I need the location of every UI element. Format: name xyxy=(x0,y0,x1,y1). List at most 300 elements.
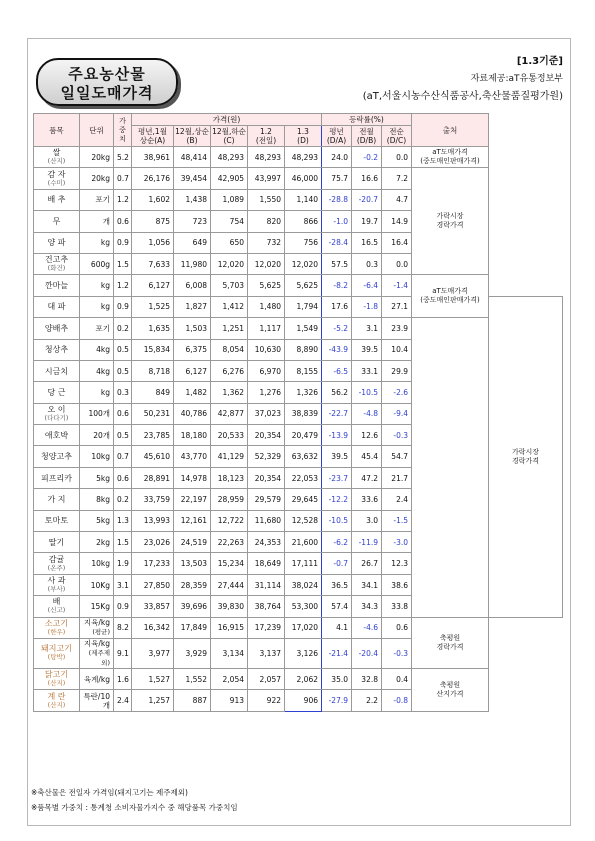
rate-dc: -0.8 xyxy=(382,690,412,711)
item-unit xyxy=(80,275,114,296)
col-sub-header-l2: (D/C) xyxy=(386,136,407,145)
rate-dc: -0.3 xyxy=(382,425,412,446)
price-prev: 820 xyxy=(248,211,285,232)
rate-da: -0.7 xyxy=(322,553,352,574)
item-weight: 0.7 xyxy=(114,446,132,467)
item-unit xyxy=(80,382,114,403)
price-b: 1,438 xyxy=(174,189,211,210)
col-sub-header-l1: 전월 xyxy=(359,127,374,136)
price-source-line: 축평원 xyxy=(439,680,461,689)
price-b: 1,503 xyxy=(174,318,211,339)
item-name-text: 시금치 xyxy=(44,366,69,376)
price-prev: 732 xyxy=(248,232,285,253)
item-weight: 0.6 xyxy=(114,467,132,488)
price-b: 14,978 xyxy=(174,467,211,488)
item-name xyxy=(34,617,80,638)
item-unit-text: 10Kg xyxy=(90,580,110,590)
price-c: 42,877 xyxy=(211,403,248,424)
price-c: 12,020 xyxy=(211,253,248,274)
price-prev: 11,680 xyxy=(248,510,285,531)
rate-db: -0.2 xyxy=(352,147,382,168)
table-row xyxy=(34,596,563,617)
item-name-text: 돼지고기 xyxy=(41,644,72,654)
price-b: 6,375 xyxy=(174,339,211,360)
item-unit-text: 특란/10개 xyxy=(83,691,110,710)
price-c: 41,129 xyxy=(211,446,248,467)
item-weight: 1.5 xyxy=(114,532,132,553)
item-unit xyxy=(80,232,114,253)
price-a: 33,857 xyxy=(132,596,174,617)
price-prev: 6,970 xyxy=(248,360,285,381)
price-d: 12,020 xyxy=(285,253,322,274)
rate-dc: 4.7 xyxy=(382,189,412,210)
price-b: 48,414 xyxy=(174,147,211,168)
rate-db: 45.4 xyxy=(352,446,382,467)
col-sub-header-l2: (D/A) xyxy=(326,136,347,145)
item-unit-text: 5kg xyxy=(96,516,110,526)
rate-db: -4.6 xyxy=(352,617,382,638)
price-prev: 20,354 xyxy=(248,425,285,446)
rate-da: -8.2 xyxy=(322,275,352,296)
col-sub-header-l1: 12월,하순 xyxy=(212,127,246,136)
rate-db: 0.3 xyxy=(352,253,382,274)
item-weight: 1.2 xyxy=(114,275,132,296)
price-a: 6,127 xyxy=(132,275,174,296)
item-variety: (수미) xyxy=(47,178,66,187)
col-sub-header-l1: 평년 xyxy=(329,127,344,136)
price-c: 3,134 xyxy=(211,638,248,668)
rate-db: -6.4 xyxy=(352,275,382,296)
price-prev: 922 xyxy=(248,690,285,711)
item-name xyxy=(34,690,80,711)
item-unit xyxy=(80,403,114,424)
item-unit xyxy=(80,168,114,189)
rate-da: -5.2 xyxy=(322,318,352,339)
item-weight: 0.9 xyxy=(114,232,132,253)
item-variety: (온주) xyxy=(47,563,66,572)
item-weight: 0.6 xyxy=(114,211,132,232)
rate-da: -1.0 xyxy=(322,211,352,232)
rate-db: -1.8 xyxy=(352,296,382,317)
price-source xyxy=(489,296,563,617)
price-a: 23,026 xyxy=(132,532,174,553)
item-name xyxy=(34,446,80,467)
col-sub-header-l1: 평년,1월 xyxy=(138,127,167,136)
price-prev: 2,057 xyxy=(248,668,285,689)
price-source-line: 가락시장 xyxy=(436,212,464,221)
item-variety: (산지) xyxy=(47,157,66,166)
item-name xyxy=(34,189,80,210)
price-c: 1,089 xyxy=(211,189,248,210)
price-prev: 1,117 xyxy=(248,318,285,339)
item-weight: 2.4 xyxy=(114,690,132,711)
item-name xyxy=(34,253,80,274)
item-name-text: 가 지 xyxy=(47,494,66,504)
price-source-line: 경락가격 xyxy=(436,221,464,230)
price-d: 63,632 xyxy=(285,446,322,467)
item-name-text: 피프리카 xyxy=(41,473,72,483)
price-source-line: (중도매인판매가격) xyxy=(420,296,480,305)
item-unit xyxy=(80,553,114,574)
item-unit-text: 육계/kg xyxy=(83,674,110,684)
item-unit xyxy=(80,467,114,488)
price-c: 1,362 xyxy=(211,382,248,403)
rate-da: 39.5 xyxy=(322,446,352,467)
price-a: 849 xyxy=(132,382,174,403)
item-name-text: 양 파 xyxy=(47,238,66,248)
item-unit xyxy=(80,690,114,711)
rate-da: -13.9 xyxy=(322,425,352,446)
price-c: 913 xyxy=(211,690,248,711)
price-b: 1,827 xyxy=(174,296,211,317)
price-d: 48,293 xyxy=(285,147,322,168)
footnotes xyxy=(31,785,238,815)
col-sub-header xyxy=(322,126,352,147)
rate-dc: -0.3 xyxy=(382,638,412,668)
table-row xyxy=(34,382,563,403)
price-c: 6,276 xyxy=(211,360,248,381)
price-b: 12,161 xyxy=(174,510,211,531)
header-row xyxy=(34,114,563,126)
price-prev: 17,239 xyxy=(248,617,285,638)
price-b: 17,849 xyxy=(174,617,211,638)
price-a: 875 xyxy=(132,211,174,232)
item-unit xyxy=(80,339,114,360)
item-name xyxy=(34,467,80,488)
price-b: 39,454 xyxy=(174,168,211,189)
item-name xyxy=(34,532,80,553)
item-unit-text: 15Kg xyxy=(90,601,110,611)
price-prev: 52,329 xyxy=(248,446,285,467)
rate-dc: -2.6 xyxy=(382,382,412,403)
price-source xyxy=(412,617,489,668)
item-unit-text: 지육/kg xyxy=(83,618,110,628)
rate-db: -10.5 xyxy=(352,382,382,403)
item-variety: (탕박) xyxy=(47,653,66,662)
item-weight: 0.7 xyxy=(114,168,132,189)
price-c: 42,905 xyxy=(211,168,248,189)
item-unit-text: 10kg xyxy=(91,559,110,569)
item-name-text: 청상추 xyxy=(44,345,69,355)
item-name-text: 토마토 xyxy=(44,516,69,526)
item-name-text: 배 추 xyxy=(47,195,66,205)
price-prev: 1,550 xyxy=(248,189,285,210)
rate-da: 57.5 xyxy=(322,253,352,274)
rate-da: -28.8 xyxy=(322,189,352,210)
item-variety: (다다기) xyxy=(44,413,69,422)
rate-dc: 14.9 xyxy=(382,211,412,232)
price-a: 15,834 xyxy=(132,339,174,360)
price-d: 46,000 xyxy=(285,168,322,189)
price-c: 754 xyxy=(211,211,248,232)
table-row xyxy=(34,446,563,467)
table-row xyxy=(34,275,563,296)
price-d: 22,053 xyxy=(285,467,322,488)
col-source: 출처 xyxy=(412,114,489,147)
price-a: 26,176 xyxy=(132,168,174,189)
rate-da: 57.4 xyxy=(322,596,352,617)
item-weight: 0.9 xyxy=(114,296,132,317)
price-a: 1,527 xyxy=(132,668,174,689)
price-d: 20,479 xyxy=(285,425,322,446)
footnote: ※축산물은 전일자 가격임(돼지고기는 제주제외) xyxy=(31,788,188,797)
rate-da: -22.7 xyxy=(322,403,352,424)
rate-da: -21.4 xyxy=(322,638,352,668)
rate-da: -28.4 xyxy=(322,232,352,253)
item-unit xyxy=(80,360,114,381)
col-sub-header xyxy=(248,126,285,147)
table-row xyxy=(34,467,563,488)
rate-db: 12.6 xyxy=(352,425,382,446)
rate-db: -20.7 xyxy=(352,189,382,210)
price-b: 28,359 xyxy=(174,574,211,595)
rate-db: 16.5 xyxy=(352,232,382,253)
price-b: 40,786 xyxy=(174,403,211,424)
price-d: 17,020 xyxy=(285,617,322,638)
price-prev: 5,625 xyxy=(248,275,285,296)
item-name-text: 애호박 xyxy=(44,430,69,440)
table-row xyxy=(34,617,563,638)
rate-dc: -1.4 xyxy=(382,275,412,296)
rate-da: 4.1 xyxy=(322,617,352,638)
item-variety: (화건) xyxy=(47,264,66,273)
price-prev: 38,764 xyxy=(248,596,285,617)
item-name-text: 계 란 xyxy=(47,691,66,701)
price-b: 6,008 xyxy=(174,275,211,296)
price-d: 3,126 xyxy=(285,638,322,668)
item-name xyxy=(34,147,80,168)
rate-dc: -1.5 xyxy=(382,510,412,531)
item-name xyxy=(34,211,80,232)
price-a: 45,610 xyxy=(132,446,174,467)
price-c: 8,054 xyxy=(211,339,248,360)
price-c: 48,293 xyxy=(211,147,248,168)
price-b: 24,519 xyxy=(174,532,211,553)
item-name-text: 사 과 xyxy=(47,576,66,585)
item-weight: 0.5 xyxy=(114,360,132,381)
rate-dc: 2.4 xyxy=(382,489,412,510)
price-source xyxy=(412,168,489,275)
item-variety: (한우) xyxy=(47,627,66,636)
col-sub-header-l1: 전순 xyxy=(389,127,404,136)
price-prev: 12,020 xyxy=(248,253,285,274)
rate-db: 34.3 xyxy=(352,596,382,617)
item-name-text: 오 이 xyxy=(47,404,66,414)
item-weight: 8.2 xyxy=(114,617,132,638)
rate-da: -43.9 xyxy=(322,339,352,360)
col-sub-header xyxy=(211,126,248,147)
price-d: 29,645 xyxy=(285,489,322,510)
rate-dc: 23.9 xyxy=(382,318,412,339)
price-prev: 10,630 xyxy=(248,339,285,360)
item-unit-text: kg xyxy=(100,387,110,397)
price-a: 16,342 xyxy=(132,617,174,638)
rate-da: -12.2 xyxy=(322,489,352,510)
rate-da: -6.5 xyxy=(322,360,352,381)
price-prev: 1,276 xyxy=(248,382,285,403)
price-source-line: aT도매가격 xyxy=(432,148,468,157)
rate-dc: 0.0 xyxy=(382,147,412,168)
col-sub-header-l2: (전일) xyxy=(255,136,277,145)
item-unit xyxy=(80,253,114,274)
item-name xyxy=(34,638,80,668)
rate-da: -23.7 xyxy=(322,467,352,488)
price-prev: 31,114 xyxy=(248,574,285,595)
title-line-1: 주요농산물 xyxy=(68,65,146,83)
item-name xyxy=(34,318,80,339)
item-name-text: 감귤 xyxy=(48,554,65,564)
item-name-text: 무 xyxy=(52,216,61,226)
price-source xyxy=(412,147,489,168)
price-c: 39,830 xyxy=(211,596,248,617)
price-c: 28,959 xyxy=(211,489,248,510)
price-source-line: 경락가격 xyxy=(436,642,464,651)
price-a: 1,602 xyxy=(132,189,174,210)
col-unit: 단위 xyxy=(80,114,114,147)
item-weight: 1.3 xyxy=(114,510,132,531)
item-unit xyxy=(80,532,114,553)
price-a: 1,056 xyxy=(132,232,174,253)
item-variety: (신고) xyxy=(47,606,66,615)
price-table xyxy=(33,113,563,712)
item-weight: 0.5 xyxy=(114,339,132,360)
item-unit xyxy=(80,211,114,232)
price-d: 8,890 xyxy=(285,339,322,360)
price-d: 866 xyxy=(285,211,322,232)
price-c: 18,123 xyxy=(211,467,248,488)
item-unit xyxy=(80,489,114,510)
table-row xyxy=(34,489,563,510)
rate-db: 2.2 xyxy=(352,690,382,711)
item-name xyxy=(34,339,80,360)
item-unit-text: 100개 xyxy=(88,409,110,419)
price-d: 1,794 xyxy=(285,296,322,317)
price-d: 17,111 xyxy=(285,553,322,574)
rate-dc: 0.4 xyxy=(382,668,412,689)
item-weight: 1.5 xyxy=(114,253,132,274)
price-b: 22,197 xyxy=(174,489,211,510)
price-b: 723 xyxy=(174,211,211,232)
item-weight: 0.9 xyxy=(114,596,132,617)
item-unit-text: kg xyxy=(100,281,110,291)
item-name-text: 배 xyxy=(52,597,61,607)
table-row xyxy=(34,360,563,381)
item-name xyxy=(34,232,80,253)
rate-da: -6.2 xyxy=(322,532,352,553)
price-a: 27,850 xyxy=(132,574,174,595)
item-weight: 3.1 xyxy=(114,574,132,595)
item-name xyxy=(34,425,80,446)
price-source xyxy=(412,668,489,711)
price-b: 18,180 xyxy=(174,425,211,446)
footnote: ※품목별 가중치 : 통계청 소비자물가지수 중 해당품목 가중치임 xyxy=(31,803,238,812)
price-a: 33,759 xyxy=(132,489,174,510)
item-unit xyxy=(80,510,114,531)
item-weight: 0.2 xyxy=(114,318,132,339)
rate-db: -4.8 xyxy=(352,403,382,424)
rate-dc: 21.7 xyxy=(382,467,412,488)
item-unit-text: 20개 xyxy=(93,430,110,440)
item-unit xyxy=(80,147,114,168)
item-unit xyxy=(80,668,114,689)
rate-db: 3.0 xyxy=(352,510,382,531)
item-unit xyxy=(80,318,114,339)
item-unit-text: kg xyxy=(100,238,110,248)
col-sub-header-l2: (D) xyxy=(297,136,309,145)
rate-dc: 27.1 xyxy=(382,296,412,317)
col-sub-header-l2: (B) xyxy=(186,136,198,145)
item-name-text: 감 자 xyxy=(47,169,66,179)
price-b: 11,980 xyxy=(174,253,211,274)
price-a: 7,633 xyxy=(132,253,174,274)
price-source-line: 축평원 xyxy=(439,633,461,642)
item-name-text: 깐마늘 xyxy=(44,281,69,291)
table-row xyxy=(34,403,563,424)
rate-da: 56.2 xyxy=(322,382,352,403)
price-b: 1,482 xyxy=(174,382,211,403)
item-unit xyxy=(80,596,114,617)
table-row xyxy=(34,668,563,689)
price-prev: 3,137 xyxy=(248,638,285,668)
price-prev: 24,353 xyxy=(248,532,285,553)
price-c: 15,234 xyxy=(211,553,248,574)
price-d: 38,024 xyxy=(285,574,322,595)
rate-dc: 29.9 xyxy=(382,360,412,381)
item-name-text: 양배추 xyxy=(44,323,69,333)
item-name-text: 대 파 xyxy=(47,302,66,312)
price-a: 1,635 xyxy=(132,318,174,339)
price-source-line: aT도매가격 xyxy=(432,287,468,296)
item-unit-text: 포기 xyxy=(95,323,110,333)
table-row xyxy=(34,553,563,574)
item-unit-text: 600g xyxy=(90,259,110,269)
item-unit xyxy=(80,189,114,210)
item-unit-text: 4kg xyxy=(96,345,110,355)
price-source xyxy=(412,275,489,318)
price-prev: 1,480 xyxy=(248,296,285,317)
item-unit-text: kg xyxy=(100,302,110,312)
item-unit xyxy=(80,617,114,638)
price-b: 6,127 xyxy=(174,360,211,381)
price-d: 756 xyxy=(285,232,322,253)
item-name xyxy=(34,596,80,617)
price-b: 887 xyxy=(174,690,211,711)
price-b: 39,696 xyxy=(174,596,211,617)
price-prev: 43,997 xyxy=(248,168,285,189)
price-a: 38,961 xyxy=(132,147,174,168)
rate-db: -20.4 xyxy=(352,638,382,668)
rate-dc: 0.0 xyxy=(382,253,412,274)
item-weight: 1.9 xyxy=(114,553,132,574)
item-name-text: 딸기 xyxy=(48,537,65,547)
item-name xyxy=(34,168,80,189)
price-prev: 48,293 xyxy=(248,147,285,168)
rate-db: 19.7 xyxy=(352,211,382,232)
rate-da: 35.0 xyxy=(322,668,352,689)
col-sub-header xyxy=(352,126,382,147)
col-rate-group: 등락률(%) xyxy=(322,114,412,126)
rate-dc: 54.7 xyxy=(382,446,412,467)
item-weight: 0.3 xyxy=(114,382,132,403)
item-unit-text: 8kg xyxy=(96,494,110,504)
price-source-line: 경락가격 xyxy=(511,456,540,465)
col-sub-header xyxy=(132,126,174,147)
table-row xyxy=(34,318,563,339)
price-d: 1,326 xyxy=(285,382,322,403)
item-weight: 0.2 xyxy=(114,489,132,510)
rate-da: 75.7 xyxy=(322,168,352,189)
price-a: 1,257 xyxy=(132,690,174,711)
